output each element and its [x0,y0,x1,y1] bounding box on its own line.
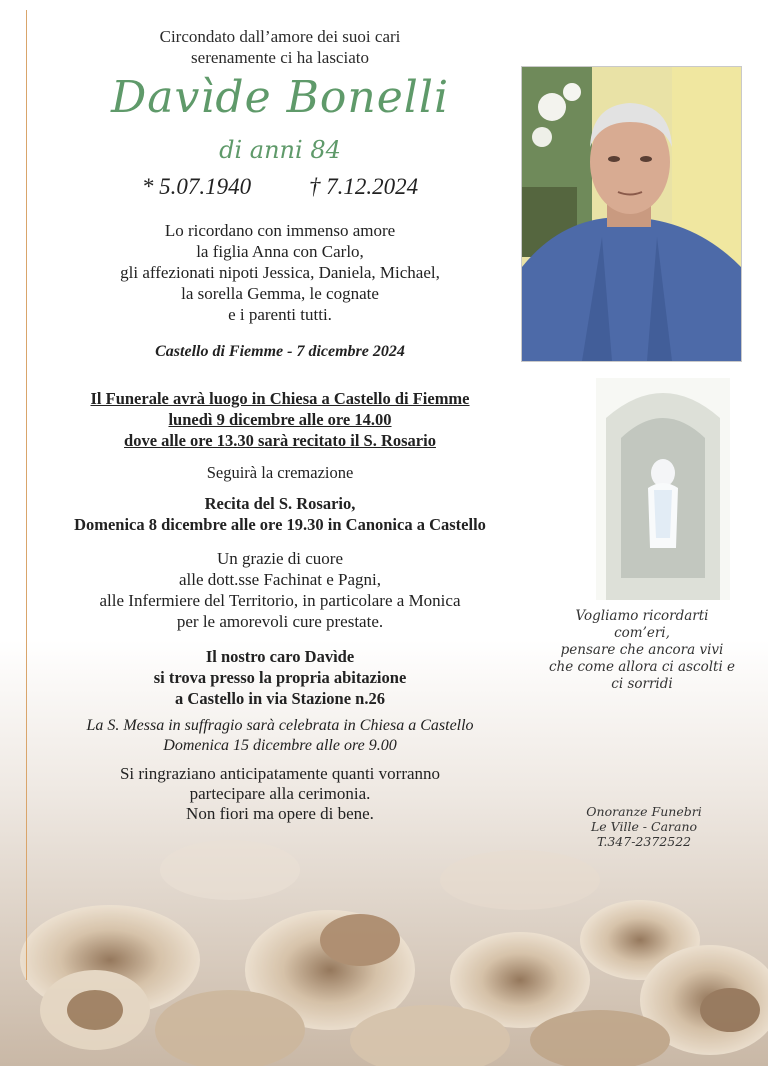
funeral-line: lunedì 9 dicembre alle ore 14.00 [168,410,392,429]
left-decorative-rule [26,10,27,980]
rosary-line: Domenica 8 dicembre alle ore 19.30 in Canonica a Castello [74,515,486,534]
thanks-text [40,548,520,632]
mourners-list [40,220,520,325]
mourners-line: gli affezionati nipoti Jessica, Daniela, Michael, [120,263,440,282]
mourners-line: Lo ricordano con immenso amore [164,221,396,240]
intro-line: Circondato dall’amore dei suoi cari [159,27,401,46]
cremation-note: Seguirà la cremazione [206,463,354,482]
life-dates [40,174,520,200]
rosary-announcement [40,493,520,535]
mourners-line: la sorella Gemma, le cognate [181,284,379,303]
memorial-verse [540,608,744,693]
mass-line: La S. Messa in suffragio sarà celebrata in Chiesa a Castello [86,717,474,734]
deceased-portrait-photo [521,66,742,362]
deceased-name: Davìde Bonelli [110,72,450,123]
birth-date: * 5.07.1940 [141,174,252,199]
thanks-line: alle Infermiere del Territorio, in particolare a Monica [99,591,461,610]
place-and-date: Castello di Fiemme - 7 dicembre 2024 [155,343,405,360]
closing-text [40,764,520,824]
funeral-home-phone: T.347-2372522 [596,834,692,849]
intro-line: serenamente ci ha lasciato [191,48,369,67]
funeral-line: Il Funerale avrà luogo in Chiesa a Castello di Fiemme [90,389,470,408]
thanks-line: alle dott.sse Fachinat e Pagni, [178,570,382,589]
verse-line: ci sorridi [611,676,673,692]
closing-line: partecipare alla cerimonia. [189,784,371,803]
home-line: Il nostro caro Davìde [205,647,355,666]
rosary-line: Recita del S. Rosario, [204,494,356,513]
death-date: † 7.12.2024 [308,174,419,199]
madonna-grotto-image [596,378,730,600]
home-line: a Castello in via Stazione n.26 [175,689,385,708]
funeral-home-credit [570,804,718,849]
mourners-line: la figlia Anna con Carlo, [196,242,364,261]
verse-line: com’eri, [614,625,670,641]
verse-line: pensare che ancora vivi [560,642,724,658]
funeral-home-name: Onoranze Funebri [586,804,702,819]
mass-announcement [40,716,520,756]
home-line: si trova presso la propria abitazione [153,668,407,687]
verse-line: che come allora ci ascolti e [548,659,736,675]
funeral-announcement [40,388,520,451]
funeral-home-location: Le Ville - Carano [590,819,698,834]
mass-line: Domenica 15 dicembre alle ore 9.00 [163,737,397,754]
mourners-line: e i parenti tutti. [228,305,332,324]
deceased-age: di anni 84 [219,136,341,164]
closing-line: Non fiori ma opere di bene. [186,804,374,823]
thanks-line: per le amorevoli cure prestate. [176,612,384,631]
verse-line: Vogliamo ricordarti [575,608,709,624]
intro-text [40,26,520,68]
home-viewing-note [40,646,520,709]
funeral-line: dove alle ore 13.30 sarà recitato il S. Rosario [124,431,436,450]
closing-line: Si ringraziano anticipatamente quanti vorranno [119,764,441,783]
thanks-line: Un grazie di cuore [216,549,344,568]
